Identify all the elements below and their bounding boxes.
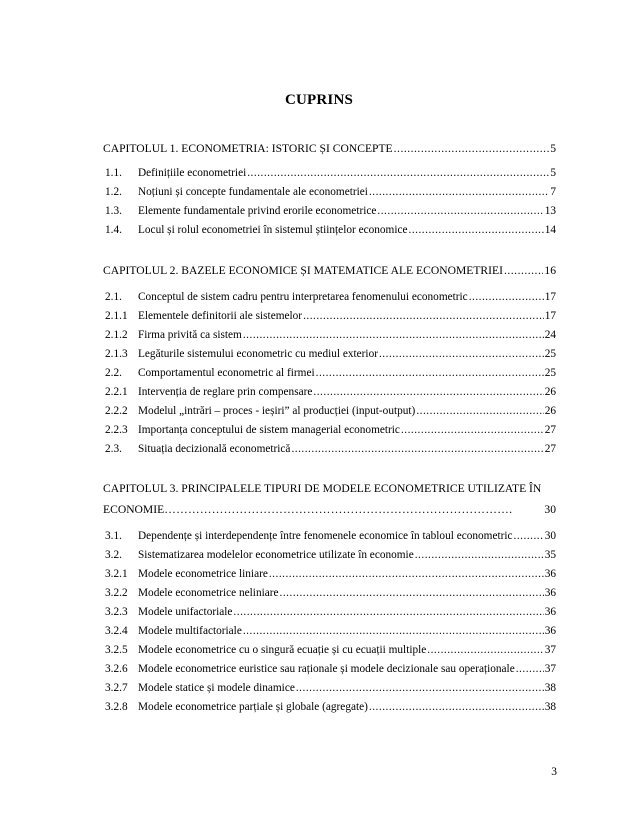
toc-leader-dots xyxy=(377,204,543,218)
toc-page-number: 36 xyxy=(544,606,556,618)
toc-entry-label: Comportamentul econometric al firmei xyxy=(138,367,315,379)
toc-entry[interactable] xyxy=(103,548,556,562)
toc-page-number: 27 xyxy=(544,424,556,436)
toc-leader-dots xyxy=(296,681,544,695)
toc-entry-number: 2.1. xyxy=(105,291,122,303)
toc-entry-number: 3.2.4 xyxy=(105,625,128,637)
toc-entry[interactable] xyxy=(103,404,556,418)
toc-chapter-label: CAPITOLUL 3. PRINCIPALELE TIPURI DE MODELE ECONOMETRICE UTILIZATE ÎN xyxy=(103,482,542,495)
toc-leader-dots xyxy=(427,643,543,657)
toc-page-number: 36 xyxy=(544,625,556,637)
toc-entry-number: 1.4. xyxy=(105,224,122,236)
toc-page-number: 16 xyxy=(544,264,556,277)
toc-entry-label: Modele econometrice neliniare xyxy=(138,587,279,599)
toc-entry-number: 1.3. xyxy=(105,205,122,217)
toc-page-number: 5 xyxy=(550,167,556,179)
toc-entry-label: Modele unifactoriale xyxy=(138,606,233,618)
toc-page-number: 26 xyxy=(544,405,556,417)
toc-entry[interactable] xyxy=(103,166,556,180)
toc-entry-label: Modele econometrice liniare xyxy=(138,568,268,580)
toc-entry-label: Modele statice și modele dinamice xyxy=(138,682,295,694)
toc-entry-label: Modele econometrice parțiale și globale (agregate) xyxy=(138,701,368,713)
toc-entry[interactable] xyxy=(103,328,556,342)
toc-entry[interactable] xyxy=(103,223,556,237)
toc-entry-number: 3.2. xyxy=(105,549,122,561)
toc-entry[interactable] xyxy=(103,309,556,323)
toc-page-number: 35 xyxy=(544,549,556,561)
toc-page-number: 25 xyxy=(544,367,556,379)
toc-chapter-label: CAPITOLUL 1. ECONOMETRIA: ISTORIC ȘI CONCEPTE xyxy=(103,142,393,155)
toc-entry-label: Legăturile sistemului econometric cu mediul exterior xyxy=(138,348,378,360)
toc-entry[interactable] xyxy=(103,567,556,581)
toc-page-number: 5 xyxy=(550,142,556,155)
toc-leader-dots: ……………………………………………………………………………. xyxy=(164,503,513,516)
toc-leader-dots xyxy=(243,328,544,342)
toc-leader-dots xyxy=(247,166,549,180)
toc-entry-label: Dependențe și interdependențe între fenomenele economice în tabloul econometric xyxy=(138,530,513,542)
toc-entry-label: Modelul „intrări – proces - ieșiri” al producției (input-output) xyxy=(138,405,416,417)
toc-leader-dots xyxy=(514,529,544,543)
toc-page-number: 25 xyxy=(544,348,556,360)
toc-leader-dots xyxy=(401,423,544,437)
toc-page-number: 17 xyxy=(544,310,556,322)
toc-entry[interactable] xyxy=(103,662,556,676)
toc-entry[interactable] xyxy=(103,290,556,304)
page-number: 3 xyxy=(551,766,557,778)
toc-page-number: 27 xyxy=(544,443,556,455)
toc-entry-number: 2.2.3 xyxy=(105,424,128,436)
toc-leader-dots xyxy=(291,442,543,456)
toc-entry-number: 2.3. xyxy=(105,443,122,455)
toc-entry[interactable] xyxy=(103,605,556,619)
toc-entry-number: 3.2.6 xyxy=(105,663,128,675)
toc-entry-label: Locul și rolul econometriei în sistemul științelor economice xyxy=(138,224,408,236)
toc-entry[interactable] xyxy=(103,204,556,218)
toc-page-number: 37 xyxy=(544,663,556,675)
toc-leader-dots xyxy=(516,662,544,676)
toc-entry-label: Conceptul de sistem cadru pentru interpretarea fenomenului econometric xyxy=(138,291,468,303)
toc-page-number: 17 xyxy=(544,291,556,303)
toc-chapter-3-continuation[interactable] xyxy=(103,503,556,517)
toc-page-number: 30 xyxy=(544,530,556,542)
toc-entry[interactable] xyxy=(103,385,556,399)
toc-leader-dots xyxy=(469,290,544,304)
toc-chapter-1[interactable] xyxy=(103,142,556,156)
toc-entry[interactable] xyxy=(103,347,556,361)
toc-entry-number: 3.2.5 xyxy=(105,644,128,656)
toc-entry-number: 2.1.3 xyxy=(105,348,128,360)
toc-entry-number: 3.2.7 xyxy=(105,682,128,694)
toc-entry-label: Modele econometrice euristice sau raționale și modele decizionale sau operaționale xyxy=(138,663,515,675)
toc-entry-label: Definițiile econometriei xyxy=(138,167,247,179)
toc-entry-number: 3.2.2 xyxy=(105,587,128,599)
toc-leader-dots xyxy=(233,605,543,619)
toc-leader-dots xyxy=(379,347,544,361)
toc-entry-number: 2.2.2 xyxy=(105,405,128,417)
toc-page-number: 26 xyxy=(544,386,556,398)
toc-chapter-2[interactable] xyxy=(103,264,556,278)
toc-entry-number: 2.1.1 xyxy=(105,310,128,322)
toc-leader-dots xyxy=(394,142,550,156)
toc-page-number: 24 xyxy=(544,329,556,341)
toc-leader-dots xyxy=(416,404,543,418)
toc-entry-number: 2.2. xyxy=(105,367,122,379)
toc-entry[interactable] xyxy=(103,586,556,600)
toc-entry-label: Firma privită ca sistem xyxy=(138,329,242,341)
toc-entry[interactable] xyxy=(103,423,556,437)
toc-leader-dots xyxy=(303,309,544,323)
toc-entry[interactable] xyxy=(103,681,556,695)
toc-page-number: 30 xyxy=(544,503,556,516)
toc-page-number: 13 xyxy=(544,205,556,217)
toc-leader-dots xyxy=(369,700,544,714)
toc-page-number: 7 xyxy=(550,186,556,198)
page-title: CUPRINS xyxy=(284,92,354,108)
toc-leader-dots xyxy=(316,366,544,380)
toc-chapter-label: CAPITOLUL 2. BAZELE ECONOMICE ȘI MATEMATICE ALE ECONOMETRIEI xyxy=(103,264,503,277)
toc-entry[interactable] xyxy=(103,624,556,638)
toc-entry[interactable] xyxy=(103,442,556,456)
toc-page-number: 38 xyxy=(544,701,556,713)
toc-entry-number: 1.1. xyxy=(105,167,122,179)
toc-entry-label: Intervenția de reglare prin compensare xyxy=(138,386,313,398)
toc-entry-number: 3.1. xyxy=(105,530,122,542)
toc-entry-label: Noțiuni și concepte fundamentale ale econometriei xyxy=(138,186,368,198)
toc-entry-label: Sistematizarea modelelor econometrice utilizate în economie xyxy=(138,549,414,561)
toc-entry-number: 2.2.1 xyxy=(105,386,128,398)
toc-leader-dots xyxy=(369,185,549,199)
toc-entry[interactable] xyxy=(103,529,556,543)
toc-page-number: 37 xyxy=(544,644,556,656)
toc-entry-label: Modele multifactoriale xyxy=(138,625,242,637)
toc-entry-label: Modele econometrice cu o singură ecuație și cu ecuații multiple xyxy=(138,644,427,656)
toc-entry[interactable] xyxy=(103,185,556,199)
toc-entry-label: Importanța conceptului de sistem managerial econometric xyxy=(138,424,400,436)
toc-page-number: 36 xyxy=(544,568,556,580)
toc-entry-number: 2.1.2 xyxy=(105,329,128,341)
toc-leader-dots xyxy=(280,586,544,600)
toc-leader-dots xyxy=(243,624,544,638)
toc-leader-dots xyxy=(409,223,544,237)
toc-entry-label: Situația decizională econometrică xyxy=(138,443,291,455)
toc-entry-number: 1.2. xyxy=(105,186,122,198)
toc-page-number: 36 xyxy=(544,587,556,599)
toc-entry[interactable] xyxy=(103,366,556,380)
toc-chapter-label-cont: ECONOMIE xyxy=(103,503,165,516)
toc-entry-number: 3.2.8 xyxy=(105,701,128,713)
toc-page-number: 14 xyxy=(544,224,556,236)
toc-leader-dots xyxy=(269,567,544,581)
toc-page-number: 38 xyxy=(544,682,556,694)
toc-entry[interactable] xyxy=(103,700,556,714)
toc-leader-dots xyxy=(415,548,544,562)
toc-leader-dots xyxy=(313,385,543,399)
toc-entry-number: 3.2.1 xyxy=(105,568,128,580)
toc-leader-dots xyxy=(504,264,543,278)
toc-entry-number: 3.2.3 xyxy=(105,606,128,618)
toc-entry[interactable] xyxy=(103,643,556,657)
toc-entry-label: Elemente fundamentale privind erorile econometrice xyxy=(138,205,377,217)
toc-chapter-3[interactable] xyxy=(103,482,556,496)
toc-entry-label: Elementele definitorii ale sistemelor xyxy=(138,310,303,322)
